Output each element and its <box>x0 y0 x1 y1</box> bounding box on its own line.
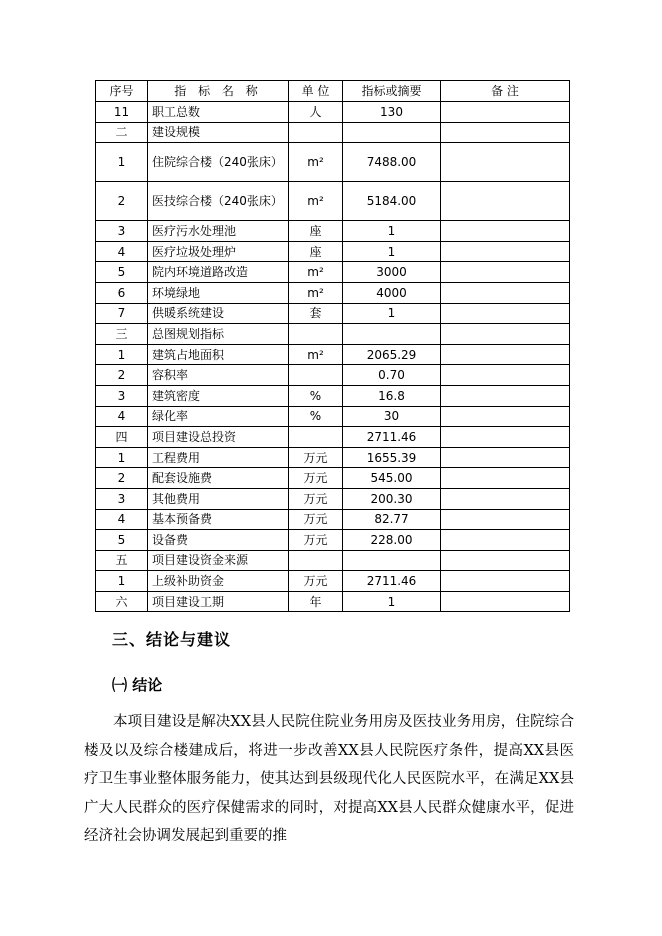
cell-remark <box>441 385 570 406</box>
table-row <box>96 344 570 365</box>
cell-name: 工程费用 <box>148 447 289 468</box>
conclusion-paragraph: 本项目建设是解决XX县人民院住院业务用房及医技业务用房，住院综合楼及以及综合楼建成后，将进一步改善XX县人民院医疗条件，提高XX县医疗卫生事业整体服务能力，使其达到县级现代化人民医院水平，在满足XX县广大人民群众的医疗保健需求的同时，对提高XX县人民群众健康水平，促进经济社会协调发展起到重要的推 <box>84 714 574 844</box>
table-row <box>96 365 570 386</box>
cell-remark <box>441 488 570 509</box>
table-row <box>96 406 570 427</box>
cell-no: 3 <box>96 221 148 242</box>
cell-name: 其他费用 <box>148 488 289 509</box>
cell-unit: 套 <box>289 303 343 324</box>
cell-unit: 万元 <box>289 488 343 509</box>
cell-no: 1 <box>96 571 148 592</box>
cell-unit <box>289 324 343 345</box>
cell-remark <box>441 344 570 365</box>
cell-no: 2 <box>96 182 148 221</box>
table-row <box>96 303 570 324</box>
cell-no: 5 <box>96 262 148 283</box>
cell-unit <box>289 550 343 571</box>
cell-unit: m² <box>289 344 343 365</box>
cell-no: 1 <box>96 447 148 468</box>
table-header-row <box>96 81 570 102</box>
cell-unit: 人 <box>289 102 343 123</box>
cell-value: 7488.00 <box>343 143 441 182</box>
cell-value <box>343 324 441 345</box>
cell-value: 2711.46 <box>343 427 441 448</box>
cell-unit: m² <box>289 182 343 221</box>
cell-value: 3000 <box>343 262 441 283</box>
cell-unit: 万元 <box>289 447 343 468</box>
cell-remark <box>441 530 570 551</box>
cell-value: 1 <box>343 241 441 262</box>
cell-value: 200.30 <box>343 488 441 509</box>
cell-unit: m² <box>289 262 343 283</box>
cell-name: 院内环境道路改造 <box>148 262 289 283</box>
cell-value: 16.8 <box>343 385 441 406</box>
cell-value: 0.70 <box>343 365 441 386</box>
cell-name: 医技综合楼（240张床） <box>148 182 289 221</box>
cell-remark <box>441 468 570 489</box>
cell-remark <box>441 571 570 592</box>
cell-unit: % <box>289 385 343 406</box>
cell-unit: % <box>289 406 343 427</box>
cell-no: 4 <box>96 241 148 262</box>
table-row <box>96 488 570 509</box>
cell-unit: 万元 <box>289 530 343 551</box>
table-row <box>96 282 570 303</box>
cell-no: 6 <box>96 282 148 303</box>
cell-value: 2711.46 <box>343 571 441 592</box>
cell-name: 医疗污水处理池 <box>148 221 289 242</box>
cell-no: 四 <box>96 427 148 448</box>
cell-name: 项目建设总投资 <box>148 427 289 448</box>
table-row <box>96 385 570 406</box>
cell-remark <box>441 303 570 324</box>
cell-value <box>343 550 441 571</box>
cell-no: 3 <box>96 488 148 509</box>
cell-value: 4000 <box>343 282 441 303</box>
cell-value: 545.00 <box>343 468 441 489</box>
cell-value: 1 <box>343 221 441 242</box>
cell-name: 住院综合楼（240张床） <box>148 143 289 182</box>
cell-name: 项目建设资金来源 <box>148 550 289 571</box>
cell-remark <box>441 262 570 283</box>
cell-unit: 万元 <box>289 571 343 592</box>
cell-remark <box>441 143 570 182</box>
cell-remark <box>441 282 570 303</box>
cell-no: 五 <box>96 550 148 571</box>
cell-unit: 万元 <box>289 509 343 530</box>
cell-value: 5184.00 <box>343 182 441 221</box>
cell-name: 医疗垃圾处理炉 <box>148 241 289 262</box>
cell-no: 二 <box>96 122 148 143</box>
cell-no: 三 <box>96 324 148 345</box>
table-row <box>96 427 570 448</box>
table-row <box>96 143 570 182</box>
cell-unit: 座 <box>289 221 343 242</box>
cell-no: 4 <box>96 406 148 427</box>
header-value: 指标或摘要 <box>343 81 441 102</box>
cell-no: 六 <box>96 591 148 612</box>
cell-no: 11 <box>96 102 148 123</box>
cell-unit <box>289 365 343 386</box>
cell-remark <box>441 591 570 612</box>
cell-remark <box>441 182 570 221</box>
cell-remark <box>441 550 570 571</box>
table-row <box>96 102 570 123</box>
header-name: 指 标 名 称 <box>148 81 289 102</box>
cell-remark <box>441 365 570 386</box>
cell-value: 82.77 <box>343 509 441 530</box>
cell-value: 228.00 <box>343 530 441 551</box>
cell-value: 30 <box>343 406 441 427</box>
cell-no: 5 <box>96 530 148 551</box>
cell-no: 7 <box>96 303 148 324</box>
cell-no: 4 <box>96 509 148 530</box>
cell-name: 职工总数 <box>148 102 289 123</box>
table-row <box>96 447 570 468</box>
cell-value: 1 <box>343 591 441 612</box>
cell-no: 2 <box>96 468 148 489</box>
cell-unit: 年 <box>289 591 343 612</box>
section-heading: 三、结论与建议 <box>112 630 232 649</box>
cell-value: 1655.39 <box>343 447 441 468</box>
cell-name: 建设规模 <box>148 122 289 143</box>
cell-unit <box>289 427 343 448</box>
cell-no: 1 <box>96 143 148 182</box>
table-row <box>96 122 570 143</box>
cell-remark <box>441 324 570 345</box>
table-row <box>96 530 570 551</box>
header-unit: 单 位 <box>289 81 343 102</box>
cell-name: 环境绿地 <box>148 282 289 303</box>
cell-remark <box>441 427 570 448</box>
header-remark: 备 注 <box>441 81 570 102</box>
table-row <box>96 262 570 283</box>
table-row <box>96 468 570 489</box>
cell-name: 项目建设工期 <box>148 591 289 612</box>
cell-remark <box>441 221 570 242</box>
subsection-heading: ㈠ 结论 <box>112 676 163 694</box>
table-row <box>96 509 570 530</box>
cell-value <box>343 122 441 143</box>
cell-name: 供暖系统建设 <box>148 303 289 324</box>
cell-name: 容积率 <box>148 365 289 386</box>
cell-value: 2065.29 <box>343 344 441 365</box>
cell-no: 2 <box>96 365 148 386</box>
cell-remark <box>441 122 570 143</box>
cell-no: 1 <box>96 344 148 365</box>
cell-value: 130 <box>343 102 441 123</box>
cell-unit: 座 <box>289 241 343 262</box>
table-row <box>96 550 570 571</box>
cell-unit: m² <box>289 282 343 303</box>
table-row <box>96 241 570 262</box>
cell-name: 建筑占地面积 <box>148 344 289 365</box>
cell-value: 1 <box>343 303 441 324</box>
header-no: 序号 <box>96 81 148 102</box>
cell-remark <box>441 241 570 262</box>
table-row <box>96 182 570 221</box>
cell-unit <box>289 122 343 143</box>
cell-remark <box>441 509 570 530</box>
cell-name: 基本预备费 <box>148 509 289 530</box>
cell-unit: 万元 <box>289 468 343 489</box>
cell-no: 3 <box>96 385 148 406</box>
table-row <box>96 221 570 242</box>
table-row <box>96 571 570 592</box>
cell-remark <box>441 447 570 468</box>
cell-name: 建筑密度 <box>148 385 289 406</box>
cell-unit: m² <box>289 143 343 182</box>
table-row <box>96 591 570 612</box>
cell-name: 上级补助资金 <box>148 571 289 592</box>
cell-name: 绿化率 <box>148 406 289 427</box>
table-row <box>96 324 570 345</box>
indicator-table <box>95 80 570 612</box>
cell-name: 设备费 <box>148 530 289 551</box>
cell-remark <box>441 102 570 123</box>
cell-remark <box>441 406 570 427</box>
cell-name: 配套设施费 <box>148 468 289 489</box>
cell-name: 总图规划指标 <box>148 324 289 345</box>
